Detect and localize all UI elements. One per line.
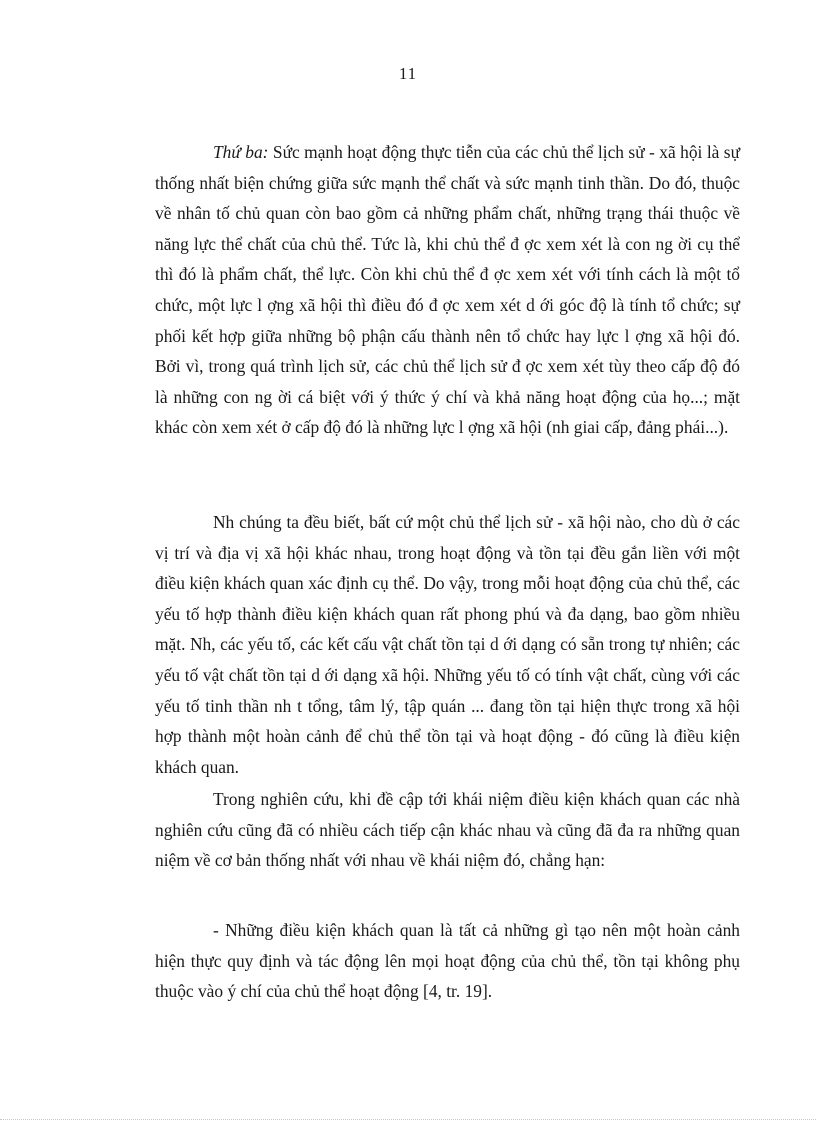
page-bottom-rule [0, 1119, 816, 1120]
page-number: 11 [398, 64, 418, 83]
paragraph-2-text: Nh chúng ta đều biết, bất cứ một chủ thể lịch sử - xã hội nào, cho dù ở các vị trí và địa vị xã hội khác nhau, trong hoạt động và tồn tại đều gắn liền với một điều kiện khách quan xác định cụ thể. Do vậy, trong mỗi hoạt động của chủ thể, các yếu tố hợp thành điều kiện khách quan rất phong phú và đa dạng, bao gồm nhiều mặt. Nh, các yếu tố, các kết cấu vật chất tồn tại d ới dạng có sẵn trong tự nhiên; các yếu tố vật chất tồn tại d ới dạng xã hội. Những yếu tố có tính vật chất, cùng với các yếu tố tinh thần nh t tổng, tâm lý, tập quán ... đang tồn tại hiện thực trong xã hội hợp thành một hoàn cảnh để chủ thể tồn tại và hoạt động - đó cũng là điều kiện khách quan. [155, 512, 740, 777]
paragraph-4-text: - Những điều kiện khách quan là tất cả những gì tạo nên một hoàn cảnh hiện thực quy định và tác động lên mọi hoạt động của chủ thể, tồn tại không phụ thuộc vào ý chí của chủ thể hoạt động [4, tr. 19]. [155, 920, 740, 1002]
paragraph-3-text: Trong nghiên cứu, khi đề cập tới khái niệm điều kiện khách quan các nhà nghiên cứu cũng đã có nhiều cách tiếp cận khác nhau và cũng đã đa ra những quan niệm về cơ bản thống nhất với nhau về khái niệm đó, chẳng hạn: [155, 789, 740, 871]
paragraph-4 [155, 915, 740, 1007]
paragraph-2 [155, 507, 740, 782]
paragraph-3 [155, 784, 740, 876]
paragraph-1-text: Sức mạnh hoạt động thực tiễn của các chủ thể lịch sử - xã hội là sự thống nhất biện chứng giữa sức mạnh thể chất và sức mạnh tinh thần. Do đó, thuộc về nhân tố chủ quan còn bao gồm cả những phẩm chất, những trạng thái thuộc về năng lực thể chất của chủ thể. Tức là, khi chủ thể đ ợc xem xét là con ng ời cụ thể thì đó là phẩm chất, thể lực. Còn khi chủ thể đ ợc xem xét với tính cách là một tổ chức, một lực l ợng xã hội thì điều đó đ ợc xem xét d ới góc độ là tính tổ chức; sự phối kết hợp giữa những bộ phận cấu thành nên tổ chức hay lực l ợng xã hội đó. Bởi vì, trong quá trình lịch sử, các chủ thể lịch sử đ ợc xem xét tùy theo cấp độ đó là những con ng ời cá biệt với ý thức ý chí và khả năng hoạt động của họ...; mặt khác còn xem xét ở cấp độ đó là những lực l ợng xã hội (nh giai cấp, đảng phái...). [155, 142, 740, 438]
paragraph-1 [155, 137, 740, 443]
paragraph-1-lead: Thứ ba: [213, 142, 269, 162]
